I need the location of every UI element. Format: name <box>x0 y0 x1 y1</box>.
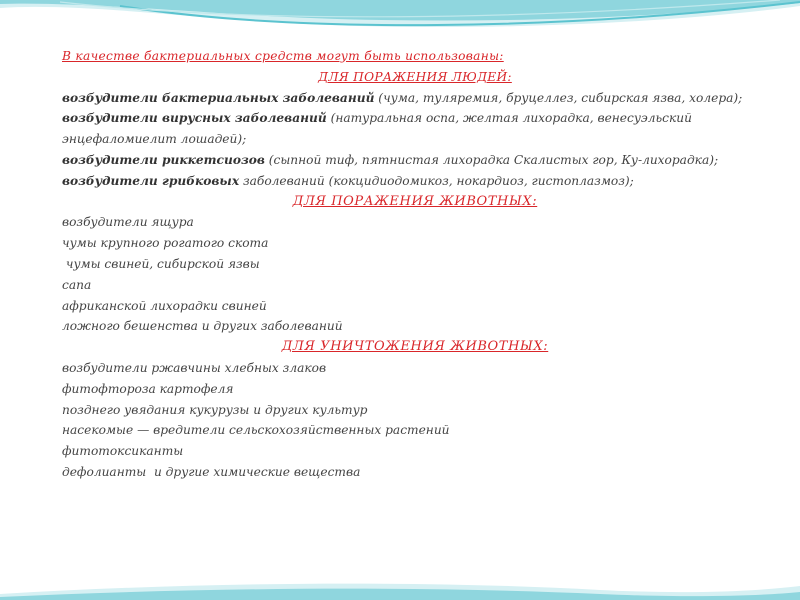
bottom-wave-decoration <box>0 570 800 600</box>
list-item: фитотоксиканты <box>62 444 184 459</box>
list-item: сапа <box>62 277 92 292</box>
list-item <box>62 150 768 171</box>
heading-people: ДЛЯ ПОРАЖЕНИЯ ЛЮДЕЙ: <box>318 69 512 84</box>
item-bold: возбудители бактериальных заболеваний <box>62 90 375 105</box>
list-item <box>62 108 768 129</box>
list-item: позднего увядания кукурузы и других культур <box>62 402 368 417</box>
item-text: (натуральная оспа, желтая лихорадка, венесуэльский <box>326 111 692 126</box>
list-item: африканской лихорадки свиней <box>62 298 267 313</box>
item-text: (сыпной тиф, пятнистая лихорадка Скалистых гор, Ку-лихорадка); <box>264 152 719 167</box>
item-bold: возбудители грибковых <box>62 173 240 188</box>
list-item: фитофтороза картофеля <box>62 381 234 396</box>
list-item: чумы крупного рогатого скота <box>62 236 269 251</box>
item-text: (чума, туляремия, бруцеллез, сибирская язва, холера); <box>374 90 743 105</box>
list-item: чумы свиней, сибирской язвы <box>62 256 260 271</box>
intro-line: В качестве бактериальных средств могут быть использованы: <box>62 49 504 63</box>
slide-content <box>62 46 768 483</box>
list-item: ложного бешенства и других заболеваний <box>62 319 343 334</box>
list-item: дефолианты и другие химические вещества <box>62 464 361 479</box>
heading-animals-damage: ДЛЯ ПОРАЖЕНИЯ ЖИВОТНЫХ: <box>292 193 538 209</box>
list-item <box>62 129 768 150</box>
list-item <box>62 171 768 192</box>
item-bold: возбудители вирусных заболеваний <box>62 111 327 126</box>
item-text: заболеваний (кокцидиодомикоз, нокардиоз, гистоплазмоз); <box>239 173 634 188</box>
heading-destroy: ДЛЯ УНИЧТОЖЕНИЯ ЖИВОТНЫХ: <box>281 339 549 355</box>
item-text: энцефаломиелит лошадей); <box>62 132 247 147</box>
list-item: возбудители ржавчины хлебных злаков <box>62 360 327 375</box>
top-wave-decoration <box>0 0 800 44</box>
list-item: насекомые — вредители сельскохозяйственных растений <box>62 423 450 438</box>
item-bold: возбудители риккетсиозов <box>62 152 265 167</box>
list-item: возбудители ящура <box>62 215 194 230</box>
list-item <box>62 88 768 109</box>
